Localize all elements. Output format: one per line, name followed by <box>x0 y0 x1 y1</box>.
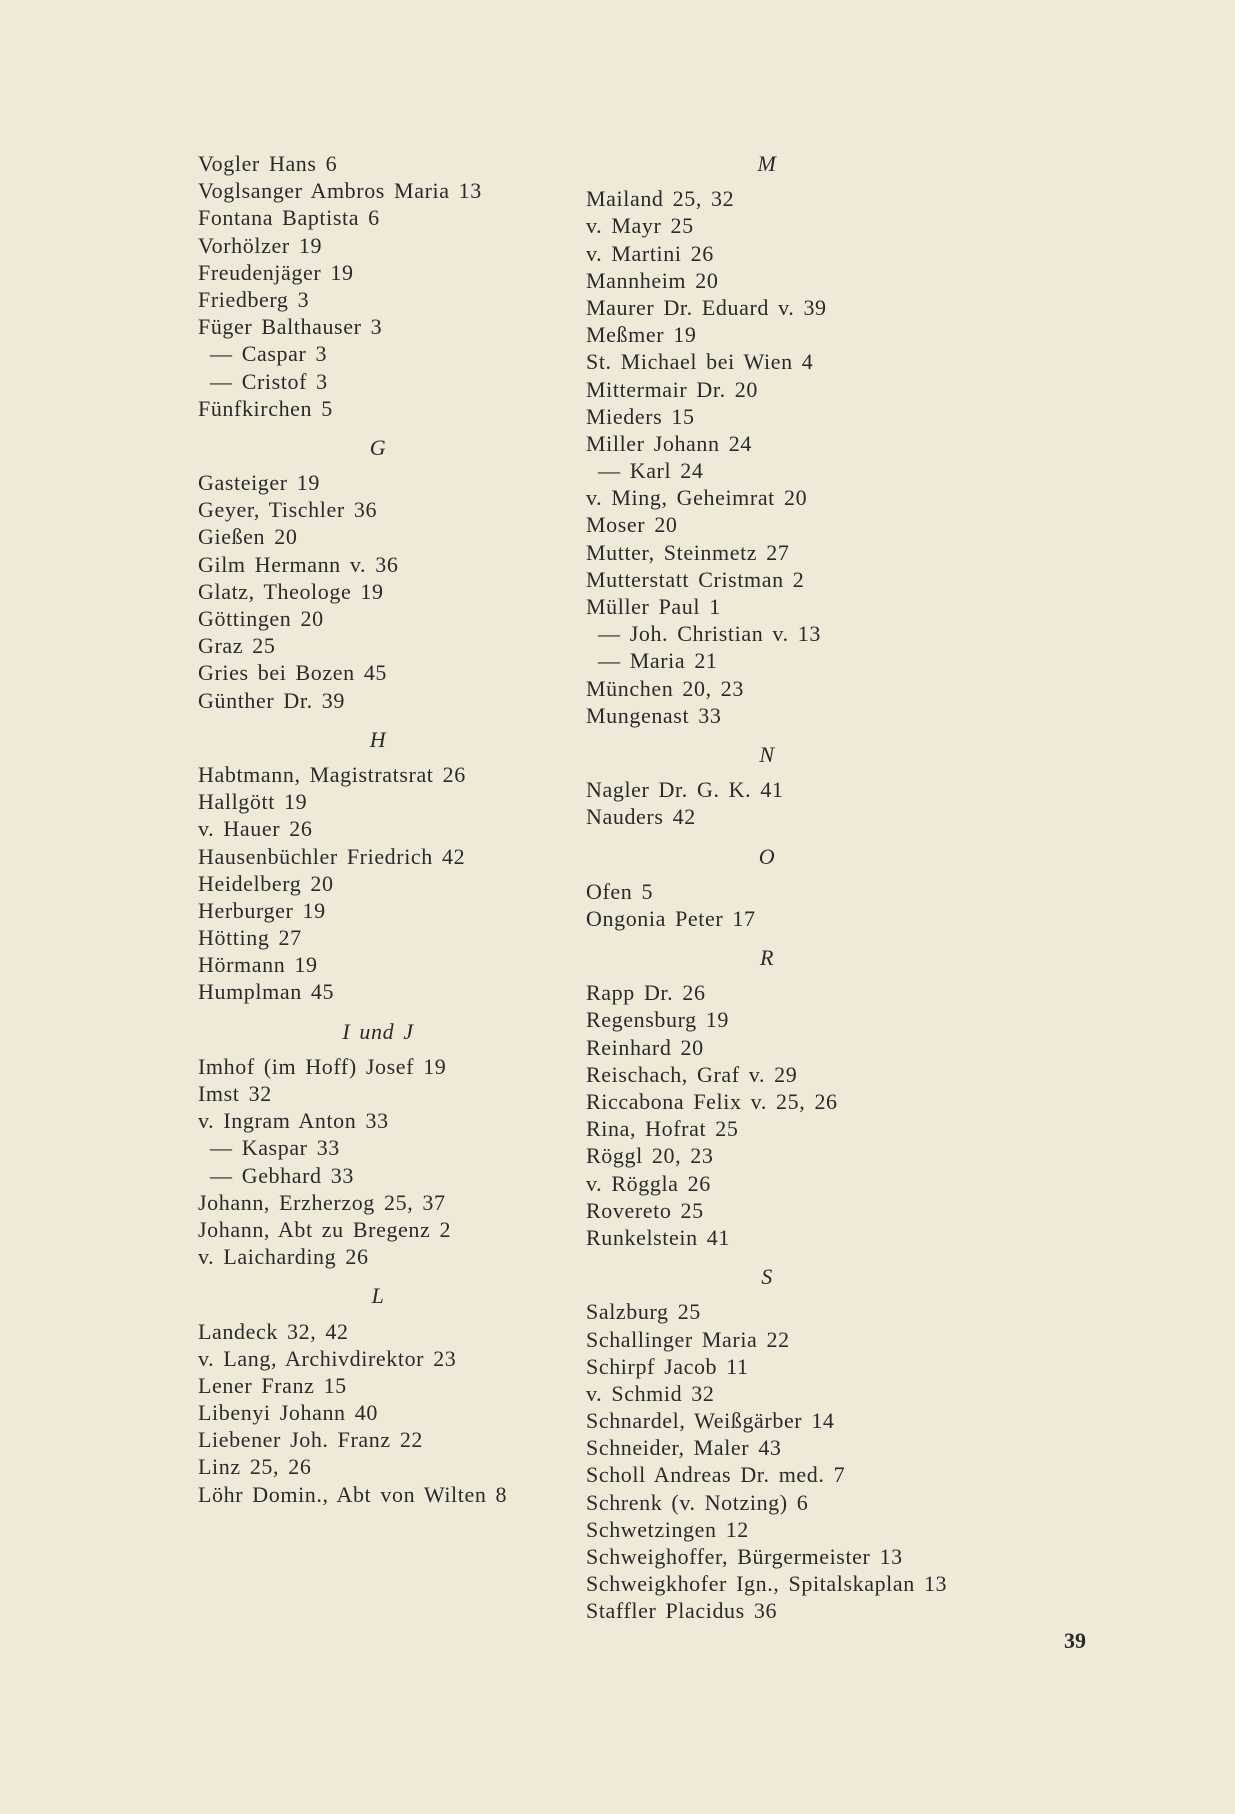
page-number: 39 <box>1064 1628 1086 1653</box>
index-entry: Ofen 5 <box>586 878 654 904</box>
section-spacer <box>198 461 598 469</box>
section-spacer <box>198 1006 598 1018</box>
index-entry: Hausenbüchler Friedrich 42 <box>198 843 466 869</box>
index-entry: Hallgött 19 <box>198 789 308 815</box>
section-spacer <box>198 422 598 434</box>
index-entry: Gilm Hermann v. 36 <box>198 551 399 577</box>
index-subentry: — Caspar 3 <box>210 341 328 367</box>
index-subentry: — Joh. Christian v. 13 <box>598 621 821 647</box>
section-letter-heading: L <box>371 1283 385 1309</box>
section-spacer <box>198 1310 598 1318</box>
index-entry: Schneider, Maler 43 <box>586 1435 782 1461</box>
index-entry: Voglsanger Ambros Maria 13 <box>198 178 482 204</box>
index-entry: Mutterstatt Cristman 2 <box>586 566 805 592</box>
index-entry: Meßmer 19 <box>586 322 697 348</box>
section-spacer <box>198 1045 598 1053</box>
index-column-right <box>586 150 1026 1625</box>
index-entry: Mutter, Steinmetz 27 <box>586 539 790 565</box>
index-entry: Nauders 42 <box>586 804 696 830</box>
section-letter-heading: N <box>759 741 775 767</box>
section-spacer <box>198 714 598 726</box>
index-entry: Reischach, Graf v. 29 <box>586 1061 798 1087</box>
index-entry: Mungenast 33 <box>586 702 722 728</box>
index-entry: v. Ming, Geheimrat 20 <box>586 485 808 511</box>
index-entry: Vogler Hans 6 <box>198 151 338 176</box>
index-entry: Libenyi Johann 40 <box>198 1400 378 1426</box>
section-letter-heading: G <box>369 434 387 460</box>
index-entry: Imhof (im Hoff) Josef 19 <box>198 1053 447 1079</box>
index-entry: Göttingen 20 <box>198 606 324 631</box>
index-entry: Schwetzingen 12 <box>586 1516 749 1542</box>
index-entry: Gries bei Bozen 45 <box>198 660 388 686</box>
section-spacer <box>586 831 1026 843</box>
index-entry: Heidelberg 20 <box>198 870 334 896</box>
index-entry: Glatz, Theologe 19 <box>198 578 384 604</box>
index-subentry: — Maria 21 <box>598 648 718 674</box>
section-spacer <box>198 1270 598 1282</box>
index-entry: v. Laicharding 26 <box>198 1244 369 1270</box>
index-column-left <box>198 150 598 1508</box>
index-entry: Reinhard 20 <box>586 1034 704 1060</box>
index-entry: Vorhölzer 19 <box>198 232 323 258</box>
index-entry: Fünfkirchen 5 <box>198 395 333 421</box>
section-letter-heading: R <box>759 945 775 971</box>
index-entry: Scholl Andreas Dr. med. 7 <box>586 1462 846 1488</box>
section-spacer <box>586 1251 1026 1263</box>
index-entry: Johann, Erzherzog 25, 37 <box>198 1189 446 1215</box>
index-entry: Rapp Dr. 26 <box>586 980 706 1006</box>
index-entry: Schweighoffer, Bürgermeister 13 <box>586 1544 903 1569</box>
index-entry: Fontana Baptista 6 <box>198 205 380 231</box>
index-entry: Habtmann, Magistratsrat 26 <box>198 761 466 787</box>
index-entry: Humplman 45 <box>198 979 335 1005</box>
index-entry: Salzburg 25 <box>586 1299 701 1325</box>
index-entry: Ongonia Peter 17 <box>586 905 756 931</box>
index-entry: Lener Franz 15 <box>198 1372 347 1398</box>
index-entry: v. Mayr 25 <box>586 213 694 239</box>
index-entry: Löhr Domin., Abt von Wilten 8 <box>198 1481 508 1507</box>
index-entry: St. Michael bei Wien 4 <box>586 349 814 375</box>
index-entry: Mannheim 20 <box>586 267 719 293</box>
section-spacer <box>586 870 1026 878</box>
index-entry: Müller Paul 1 <box>586 594 721 619</box>
index-entry: Geyer, Tischler 36 <box>198 497 378 523</box>
index-entry: Imst 32 <box>198 1081 272 1106</box>
index-entry: Mittermair Dr. 20 <box>586 376 759 402</box>
index-entry: v. Schmid 32 <box>586 1380 715 1406</box>
index-subentry: — Kaspar 33 <box>210 1135 340 1161</box>
section-spacer <box>586 932 1026 944</box>
index-subentry: — Cristof 3 <box>210 368 328 394</box>
index-entry: Hötting 27 <box>198 925 302 951</box>
index-entry: Gasteiger 19 <box>198 470 320 496</box>
index-entry: Rovereto 25 <box>586 1197 704 1223</box>
index-entry: Rina, Hofrat 25 <box>586 1116 739 1142</box>
index-entry: Füger Balthauser 3 <box>198 314 383 340</box>
index-entry: Mieders 15 <box>586 403 695 429</box>
index-entry: Staffler Placidus 36 <box>586 1598 778 1624</box>
index-entry: Schallinger Maria 22 <box>586 1326 790 1352</box>
section-letter-heading: M <box>757 151 777 176</box>
section-spacer <box>198 753 598 761</box>
section-letter-heading: I und J <box>342 1018 414 1044</box>
index-subentry: — Gebhard 33 <box>210 1162 354 1188</box>
section-spacer <box>586 768 1026 776</box>
index-entry: Freudenjäger 19 <box>198 259 354 285</box>
index-entry: Runkelstein 41 <box>586 1224 731 1250</box>
index-entry: Moser 20 <box>586 512 678 538</box>
index-entry: Miller Johann 24 <box>586 430 752 456</box>
index-entry: Schirpf Jacob 11 <box>586 1353 749 1379</box>
index-entry: Günther Dr. 39 <box>198 687 345 713</box>
section-spacer <box>586 177 1026 185</box>
index-entry: Schrenk (v. Notzing) 6 <box>586 1489 809 1515</box>
index-entry: Riccabona Felix v. 25, 26 <box>586 1089 838 1114</box>
index-entry: v. Hauer 26 <box>198 816 313 842</box>
index-entry: Maurer Dr. Eduard v. 39 <box>586 294 827 320</box>
index-entry: Hörmann 19 <box>198 952 318 978</box>
index-entry: Schnardel, Weißgärber 14 <box>586 1408 835 1434</box>
index-entry: Schweigkhofer Ign., Spitalskaplan 13 <box>586 1571 948 1597</box>
index-entry: v. Lang, Archivdirektor 23 <box>198 1345 457 1371</box>
index-entry: Röggl 20, 23 <box>586 1143 714 1169</box>
index-entry: Herburger 19 <box>198 897 326 923</box>
index-entry: Johann, Abt zu Bregenz 2 <box>198 1216 452 1242</box>
index-entry: Graz 25 <box>198 633 276 659</box>
index-entry: München 20, 23 <box>586 675 744 701</box>
index-entry: v. Ingram Anton 33 <box>198 1108 389 1134</box>
index-entry: Regensburg 19 <box>586 1007 729 1033</box>
section-letter-heading: S <box>761 1264 773 1290</box>
section-letter-heading: H <box>369 726 387 752</box>
index-entry: Gießen 20 <box>198 524 298 550</box>
index-subentry: — Karl 24 <box>598 458 704 484</box>
index-entry: v. Röggla 26 <box>586 1170 711 1196</box>
section-spacer <box>586 971 1026 979</box>
section-spacer <box>586 1290 1026 1298</box>
index-entry: Nagler Dr. G. K. 41 <box>586 777 784 803</box>
index-entry: Liebener Joh. Franz 22 <box>198 1427 424 1453</box>
section-spacer <box>586 729 1026 741</box>
index-entry: Landeck 32, 42 <box>198 1318 349 1344</box>
index-entry: Friedberg 3 <box>198 286 310 312</box>
section-letter-heading: O <box>758 843 776 869</box>
index-entry: Mailand 25, 32 <box>586 186 735 212</box>
index-entry: v. Martini 26 <box>586 240 714 266</box>
index-entry: Linz 25, 26 <box>198 1454 312 1480</box>
